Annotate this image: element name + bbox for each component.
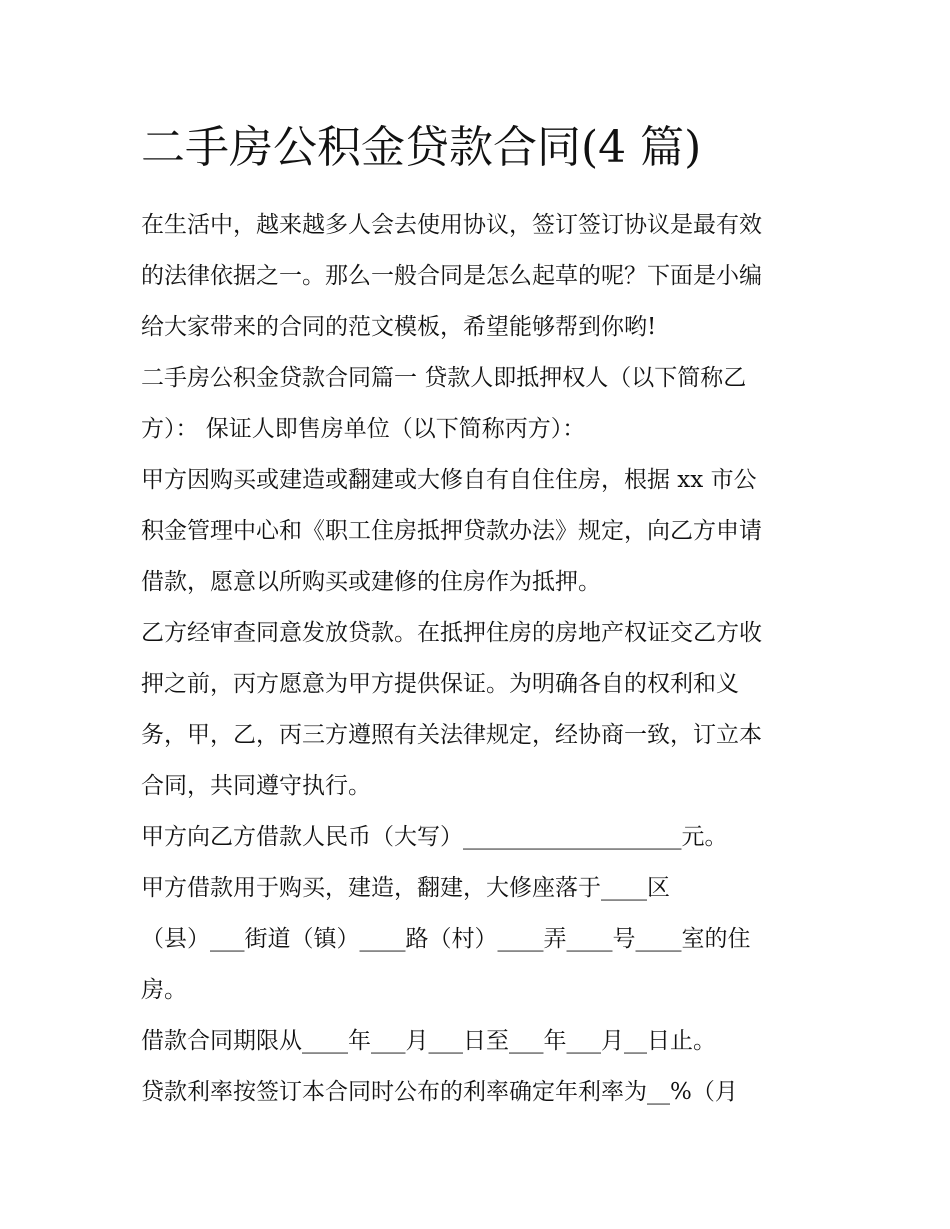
text-line: 积金管理中心和《职工住房抵押贷款办法》规定，向乙方申请 [141, 518, 762, 544]
text-line: 甲方向乙方借款人民币（大写）___________________元。 [141, 824, 728, 850]
document-body [141, 200, 821, 1118]
document-page [141, 118, 821, 1118]
text-line: 的法律依据之一。那么一般合同是怎么起草的呢？下面是小编 [141, 263, 762, 289]
text-line: 借款合同期限从____年___月___日至___年___月__日止。 [141, 1028, 716, 1054]
text-line: 在生活中，越来越多人会去使用协议，签订签订协议是最有效 [141, 212, 762, 238]
text-line: （县）___街道（镇）____路（村）____弄____号____室的住 [141, 926, 751, 952]
text-line: 押之前，丙方愿意为甲方提供保证。为明确各自的权利和义 [141, 671, 739, 697]
text-line: 借款，愿意以所购买或建修的住房作为抵押。 [141, 569, 601, 595]
text-line: 合同，共同遵守执行。 [141, 773, 371, 799]
document-title: 二手房公积金贷款合同(4 篇) [141, 122, 702, 173]
text-line: 二手房公积金贷款合同篇一 贷款人即抵押权人（以下简称乙 [141, 365, 747, 391]
text-line: 甲方因购买或建造或翻建或大修自有自住住房，根据 xx 市公 [141, 467, 757, 493]
text-line: 贷款利率按签订本合同时公布的利率确定年利率为__%（月 [141, 1079, 738, 1105]
text-line: 给大家带来的合同的范文模板，希望能够帮到你哟! [141, 314, 657, 340]
text-line: 方）： 保证人即售房单位（以下简称丙方）： [141, 416, 586, 442]
text-line: 房。 [141, 977, 187, 1003]
text-line: 甲方借款用于购买，建造，翻建，大修座落于____区 [141, 875, 670, 901]
text-line: 乙方经审查同意发放贷款。在抵押住房的房地产权证交乙方收 [141, 620, 762, 646]
text-line: 务，甲，乙，丙三方遵照有关法律规定，经协商一致，订立本 [141, 722, 762, 748]
